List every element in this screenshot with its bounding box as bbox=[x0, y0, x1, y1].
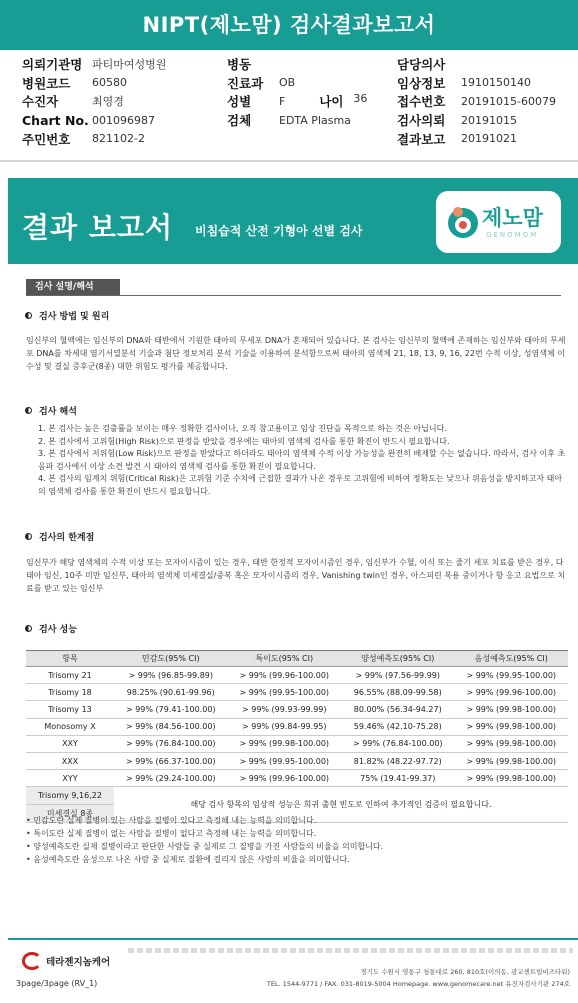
info-row bbox=[22, 111, 562, 130]
age-field bbox=[319, 92, 367, 110]
info-value: 최영경 bbox=[92, 95, 124, 109]
table-row bbox=[26, 787, 568, 805]
method-heading-text: 검사 방법 및 원리 bbox=[39, 312, 110, 322]
info-key: 병동 bbox=[227, 57, 252, 73]
list-item: 1. 본 검사는 높은 검출률을 보이는 매우 정확한 검사이나, 오직 참고용이고 임상 진단을 목적으로 하는 것은 아닙니다. bbox=[38, 424, 447, 433]
info-row bbox=[22, 55, 562, 74]
table-cell: 미세결실 8종 bbox=[26, 805, 114, 823]
list-item: 3. 본 검사에서 저위험(Low Risk)으로 판정을 받았다고 하더라도 태아의 염색체 수적 이상 가능성을 완전히 배제할 수는 없습니다. 따라서, 검사 이후 초음파 검사에서 이상 소견 발견 시 태아의 염색체 검사를 통한 확진이 필요합니다. bbox=[38, 449, 566, 471]
list-item: • 특이도란 실제 질병이 없는 사람을 질병이 없다고 측정해 내는 능력을 의미합니다. bbox=[26, 829, 317, 838]
table-cell: > 99% (79.41-100.00) bbox=[114, 701, 228, 718]
table-cell: > 99% (99.98-100.00) bbox=[228, 735, 342, 752]
address-line: 경기도 수원시 영통구 청통대로 260, 810호(이의동, 광교센트럴비즈타워) bbox=[360, 968, 570, 976]
column-header: 특이도(95% CI) bbox=[228, 651, 342, 667]
footer-rule bbox=[8, 938, 578, 940]
info-key: 담당의사 bbox=[397, 57, 446, 73]
info-key: 병원코드 bbox=[22, 75, 71, 91]
performance-note: 해당 검사 항목의 임상적 성능은 희귀 출현 빈도로 인하여 추가적인 검증이 필요합니다. bbox=[114, 787, 568, 823]
report-body bbox=[8, 178, 578, 1003]
info-key: 결과보고 bbox=[397, 131, 446, 147]
table-row bbox=[26, 752, 568, 769]
half-circle-icon bbox=[25, 625, 32, 632]
performance-heading bbox=[25, 622, 77, 635]
list-item: 4. 본 검사의 임계치 위험(Critical Risk)은 고위험 기준 수치에 근접한 결과가 나온 경우로 고위험에 비하여 정확도는 낮으나 위음성을 방지하고자 태아의 염색체 검사를 통한 확진이 반드시 필요합니다. bbox=[38, 474, 563, 496]
interpretation-list bbox=[26, 423, 568, 499]
patient-info bbox=[22, 55, 562, 148]
logo-name: 제노맘 bbox=[482, 206, 543, 230]
table-cell: Trisomy 18 bbox=[26, 684, 114, 701]
limitations-text: 임신부가 해당 염색체의 수적 이상 또는 모자이시즘이 있는 경우, 태반 한정적 모자이시즘인 경우, 임신부가 수혈, 이식 또는 줄기 세포 치료를 받은 경우, 다태아 임신, 10주 미만 임신부, 태아의 염색체 미세결실/중복 혹은 모자이시즘의 경우, Vanishing twin인 경우, 아스피린 복용 중이거나 항 응고 요법으로 치료를 받고 있는 임신부 bbox=[26, 558, 566, 593]
table-cell: XYY bbox=[26, 770, 114, 787]
report-title: 결과 보고서 bbox=[22, 211, 173, 244]
table-cell: 81.82% (48.22-97.72) bbox=[341, 752, 455, 769]
table-cell: > 99% (97.56-99.99) bbox=[341, 667, 455, 684]
mother-child-icon bbox=[446, 203, 480, 241]
info-value: 821102-2 bbox=[92, 132, 145, 146]
definitions-list bbox=[26, 814, 568, 866]
table-cell: > 99% (99.98-100.00) bbox=[455, 752, 569, 769]
table-cell: Monosomy X bbox=[26, 718, 114, 735]
info-key: 검체 bbox=[227, 113, 252, 129]
half-circle-icon bbox=[25, 312, 32, 319]
report-header-title: NIPT(제노맘) 검사결과보고서 bbox=[0, 0, 578, 50]
table-header-row bbox=[26, 651, 568, 667]
half-circle-icon bbox=[25, 407, 32, 414]
column-header: 민감도(95% CI) bbox=[114, 651, 228, 667]
column-header: 음성예측도(95% CI) bbox=[455, 651, 569, 667]
table-row bbox=[26, 735, 568, 752]
table-cell: 80.00% (56.34-94.27) bbox=[341, 701, 455, 718]
method-text: 임신부의 혈액에는 임신부의 DNA와 태반에서 기원한 태아의 무세포 DNA가 혼재되어 있습니다. 본 검사는 임신부의 혈액에 존재하는 임신부와 태아의 무세포 DNA를 차세대 염기서열분석 기술과 첨단 정보처리 분석 기술을 이용하여 분석함으로써 태아의 염색체 21, 18, 13, 9, 16, 22번 수적 이상, 성염색체 이수성 및 결실 증후군(8종) 대한 위험도 평가를 제공합니다. bbox=[26, 336, 566, 371]
table-cell: Trisomy 13 bbox=[26, 701, 114, 718]
info-value: 20191021 bbox=[461, 132, 517, 146]
half-circle-icon bbox=[25, 533, 32, 540]
interpretation-heading-text: 검사 해석 bbox=[39, 407, 77, 417]
table-cell: > 99% (99.95-100.00) bbox=[228, 684, 342, 701]
section-underline bbox=[26, 295, 561, 296]
table-row bbox=[26, 718, 568, 735]
table-cell: > 99% (99.95-100.00) bbox=[455, 667, 569, 684]
contact-line: TEL. 1544-9771 / FAX. 031-8019-5004 Homepage. www.genomecare.net 유전자검사기관 274호 bbox=[266, 980, 570, 988]
info-key: 수진자 bbox=[22, 94, 59, 110]
table-cell: 98.25% (90.61-99.96) bbox=[114, 684, 228, 701]
genomom-logo bbox=[436, 191, 561, 253]
info-row bbox=[22, 92, 562, 111]
table-row bbox=[26, 770, 568, 787]
page-number: 3page/3page (RV_1) bbox=[16, 979, 98, 988]
info-key: Chart No. bbox=[22, 112, 89, 128]
table-cell: > 99% (99.98-100.00) bbox=[455, 701, 569, 718]
info-key: 진료과 bbox=[227, 75, 264, 91]
table-cell: Trisomy 9,16,22 bbox=[26, 787, 114, 805]
table-cell: XXY bbox=[26, 735, 114, 752]
table-cell: 96.55% (88.09-99.58) bbox=[341, 684, 455, 701]
table-cell: > 99% (99.98-100.00) bbox=[455, 718, 569, 735]
interpretation-heading bbox=[25, 404, 77, 417]
report-subtitle: 비침습적 산전 기형아 선별 검사 bbox=[195, 224, 363, 238]
info-key: 주민번호 bbox=[22, 131, 71, 147]
list-item: • 민감도란 실제 질병이 있는 사람을 질병이 있다고 측정해 내는 능력을 의미합니다. bbox=[26, 816, 317, 825]
company-logo bbox=[22, 952, 110, 970]
info-key: 접수번호 bbox=[397, 94, 446, 110]
age-label: 나이 bbox=[319, 94, 344, 110]
table-cell: > 99% (99.98-100.00) bbox=[455, 735, 569, 752]
info-value: 20191015-60079 bbox=[461, 94, 556, 108]
section-divider bbox=[0, 160, 578, 162]
table-cell: > 99% (84.56-100.00) bbox=[114, 718, 228, 735]
company-address bbox=[248, 966, 570, 990]
list-item: 2. 본 검사에서 고위험(High Risk)으로 판정을 받았을 경우에는 태아의 염색체 검사를 통한 확진이 반드시 필요합니다. bbox=[38, 436, 450, 446]
logo-en: GENOMOM bbox=[486, 231, 539, 239]
limitations-heading-text: 검사의 한계점 bbox=[39, 533, 95, 543]
table-cell: > 99% (76.84-100.00) bbox=[341, 735, 455, 752]
list-item: • 음성예측도란 음성으로 나온 사람 중 실제로 질환에 걸리지 않은 사람의 비율을 의미합니다. bbox=[26, 855, 350, 864]
info-key: 성별 bbox=[227, 94, 252, 110]
table-cell: > 99% (99.98-100.00) bbox=[455, 770, 569, 787]
info-value: 파티마여성병원 bbox=[92, 58, 167, 72]
table-row bbox=[26, 667, 568, 684]
footer-stripe bbox=[128, 948, 573, 953]
info-value: F bbox=[279, 94, 286, 108]
table-cell: XXX bbox=[26, 752, 114, 769]
table-cell: > 99% (99.84-99.95) bbox=[228, 718, 342, 735]
info-row bbox=[22, 74, 562, 93]
info-key: 의뢰기관명 bbox=[22, 57, 83, 73]
table-cell: 75% (19.41-99.37) bbox=[341, 770, 455, 787]
info-row bbox=[22, 129, 562, 148]
info-value: 20191015 bbox=[461, 113, 517, 127]
table-row bbox=[26, 701, 568, 718]
age-value: 36 bbox=[353, 92, 368, 106]
table-cell: > 99% (99.95-100.00) bbox=[228, 752, 342, 769]
table-cell: > 99% (29.24-100.00) bbox=[114, 770, 228, 787]
info-value: EDTA Plasma bbox=[279, 113, 351, 127]
limitations-heading bbox=[25, 530, 94, 543]
column-header: 양성예측도(95% CI) bbox=[341, 651, 455, 667]
info-value: 001096987 bbox=[92, 113, 155, 127]
g-mark-icon bbox=[22, 952, 42, 970]
column-header: 항목 bbox=[26, 651, 114, 667]
table-cell: Trisomy 21 bbox=[26, 667, 114, 684]
list-item: • 양성예측도란 실제 질병이라고 판단한 사람들 중 실제로 그 질병을 가진 사람들의 비율을 의미합니다. bbox=[26, 842, 384, 851]
company-name: 테라젠지놈케어 bbox=[46, 957, 111, 968]
table-cell: > 99% (96.85-99.89) bbox=[114, 667, 228, 684]
performance-table bbox=[26, 650, 568, 823]
section-label: 검사 설명/해석 bbox=[26, 279, 120, 295]
performance-heading-text: 검사 성능 bbox=[39, 625, 77, 635]
info-value: OB bbox=[279, 76, 296, 90]
table-cell: > 99% (76.84-100.00) bbox=[114, 735, 228, 752]
info-value: 60580 bbox=[92, 76, 127, 90]
table-cell: > 99% (99.96-100.00) bbox=[455, 684, 569, 701]
table-cell: 59.46% (42.10-75.28) bbox=[341, 718, 455, 735]
report-banner bbox=[8, 178, 578, 264]
info-key: 임상정보 bbox=[397, 75, 446, 91]
table-cell: > 99% (99.93-99.99) bbox=[228, 701, 342, 718]
table-row bbox=[26, 684, 568, 701]
info-key: 검사의뢰 bbox=[397, 113, 446, 129]
table-cell: > 99% (99.96-100.00) bbox=[228, 770, 342, 787]
method-heading bbox=[25, 309, 109, 322]
table-cell: > 99% (99.96-100.00) bbox=[228, 667, 342, 684]
info-value: 1910150140 bbox=[461, 76, 531, 90]
table-cell: > 99% (66.37-100.00) bbox=[114, 752, 228, 769]
